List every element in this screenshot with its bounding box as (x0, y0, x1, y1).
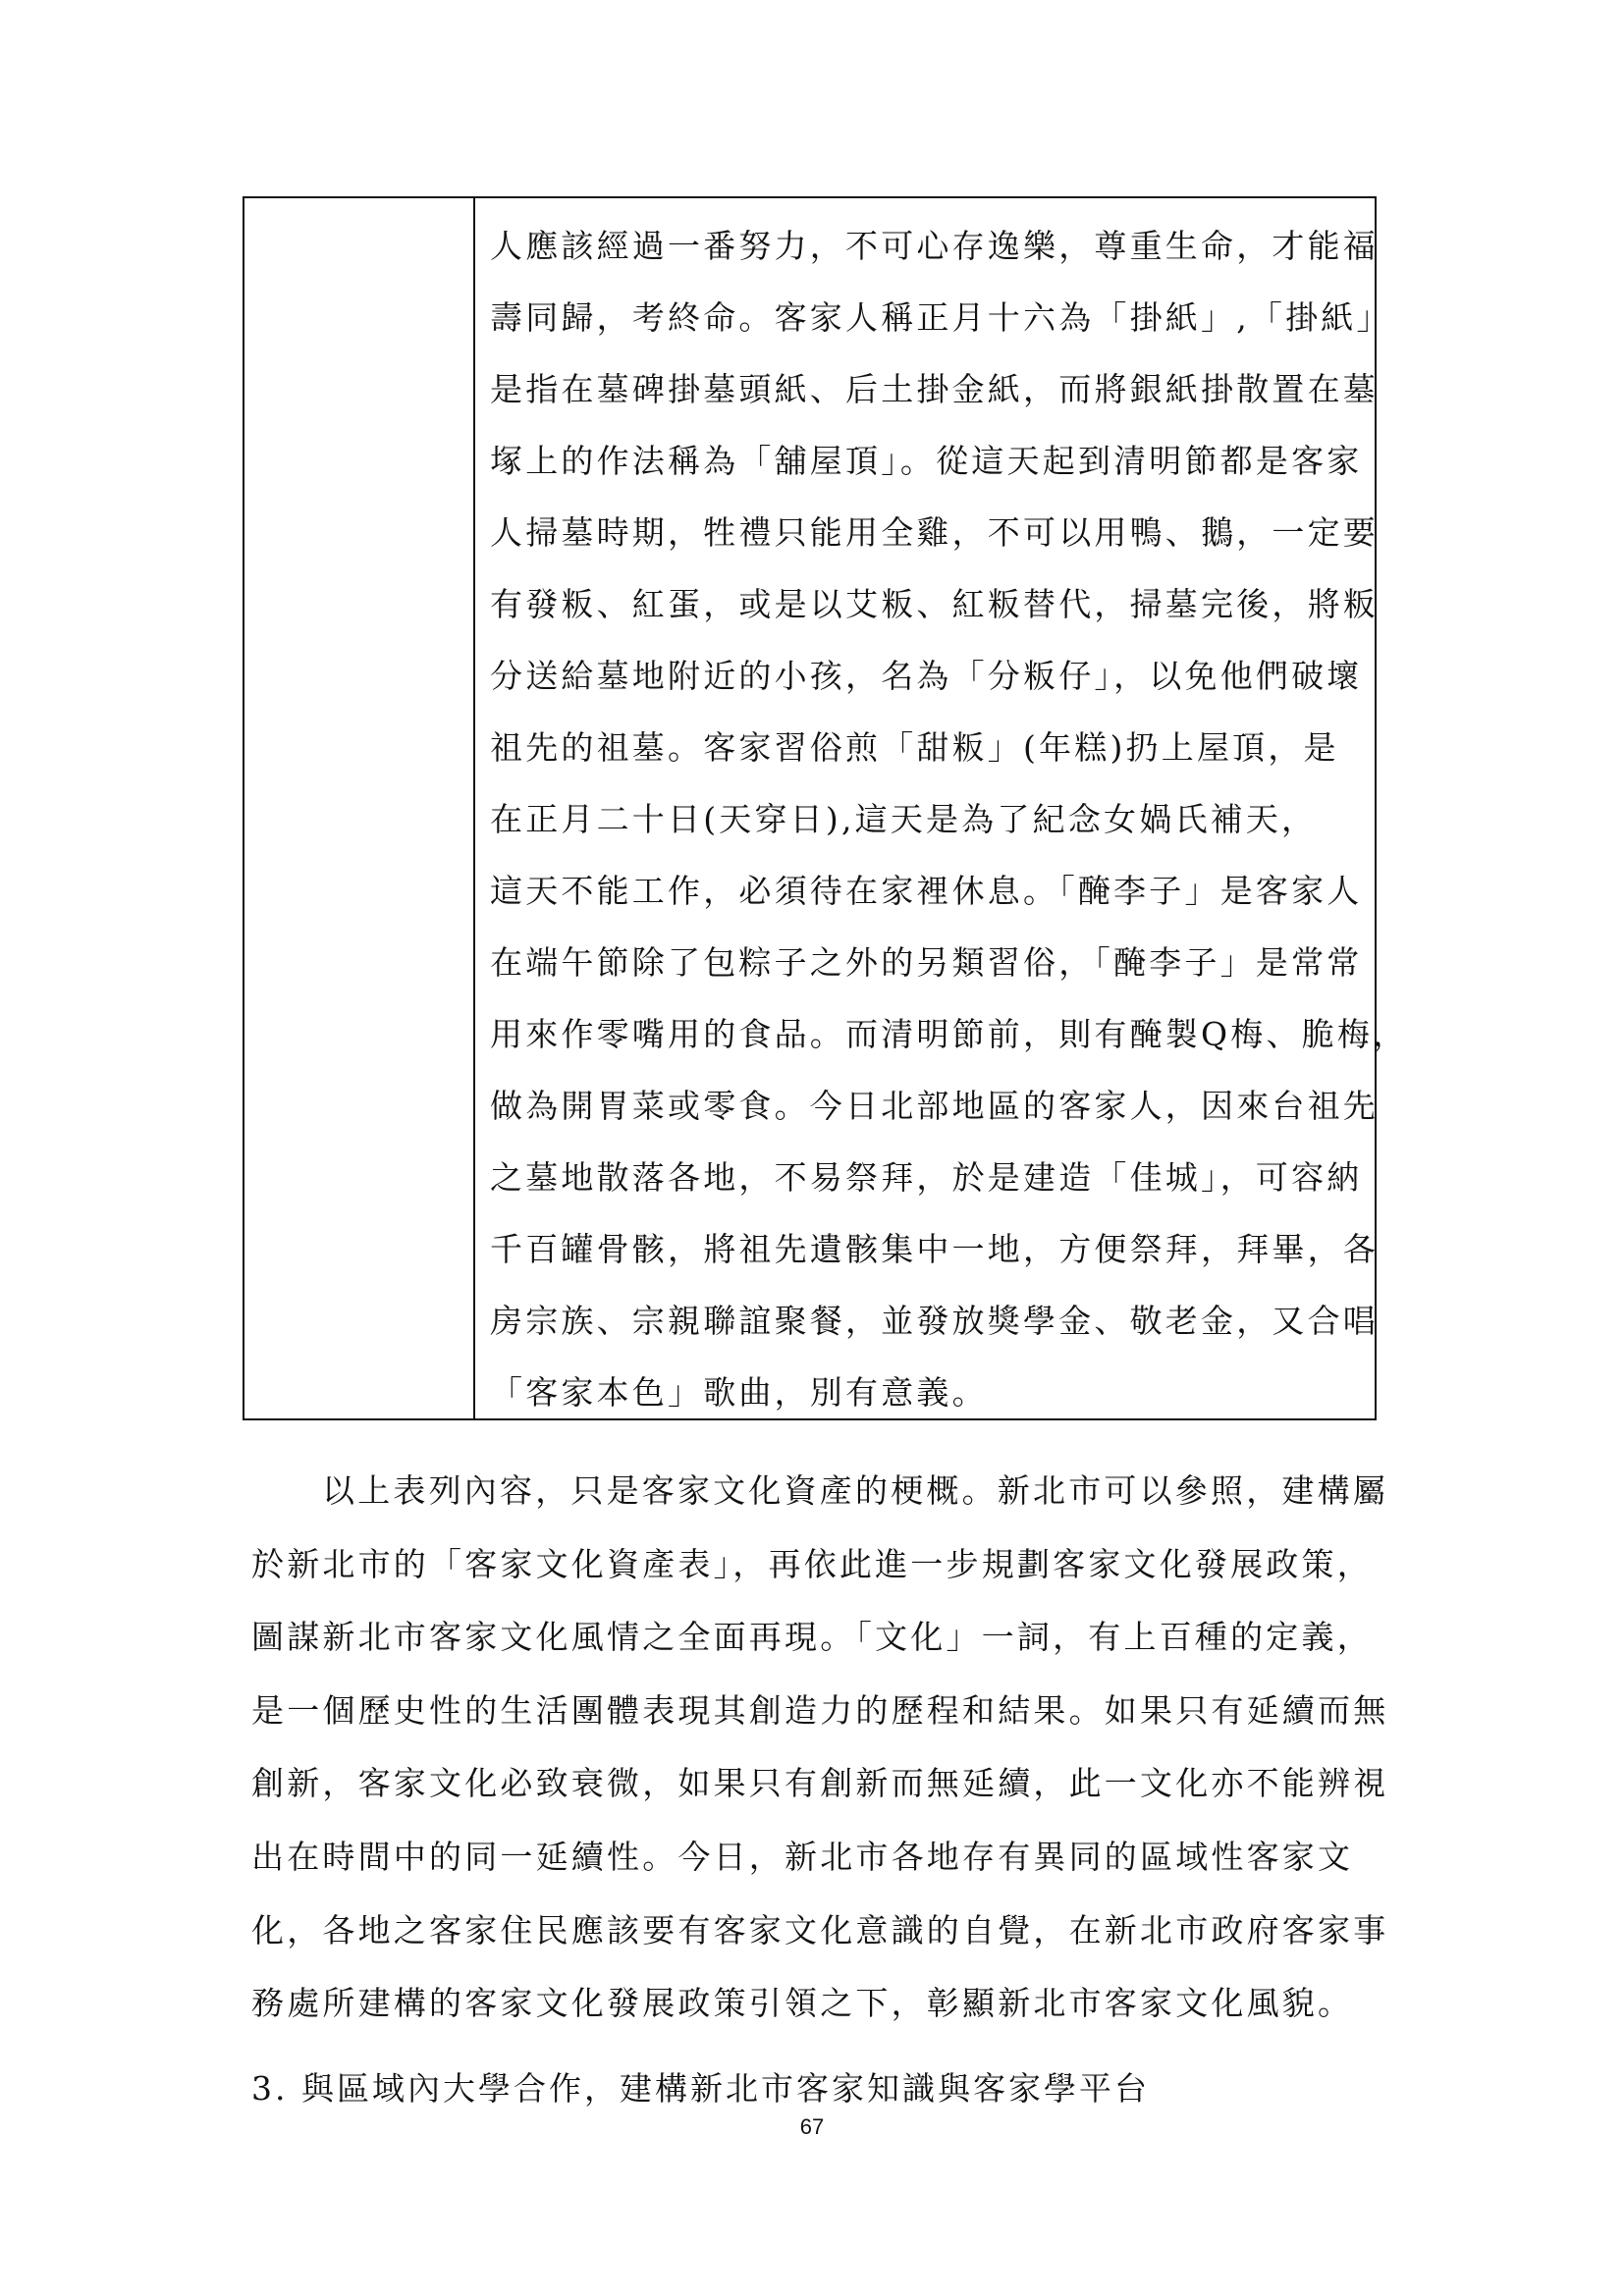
table-text-line: 房宗族、宗親聯誼聚餐，並發放獎學金、敬老金，又合唱 (490, 1302, 1379, 1340)
page-number: 67 (799, 2114, 825, 2139)
paragraph-line: 務處所建構的客家文化發展政策引領之下，彰顯新北市客家文化風貌。 (251, 1984, 1354, 2023)
table-text-line: 用來作零嘴用的食品。而清明節前，則有醃製Q梅、脆梅， (490, 1015, 1409, 1053)
table-text-line: 在端午節除了包粽子之外的另類習俗，「醃李子」是常常 (490, 943, 1363, 982)
paragraph-line: 化，各地之客家住民應該要有客家文化意識的自覺，在新北市政府客家事 (251, 1910, 1389, 1949)
paragraph-line: 創新，客家文化必致衰微，如果只有創新而無延續，此一文化亦不能辨視 (251, 1764, 1389, 1803)
table-text-line: 「客家本色」歌曲，別有意義。 (490, 1373, 988, 1412)
table-text-line: 這天不能工作，必須待在家裡休息。「醃李子」是客家人 (490, 872, 1363, 910)
section-heading: 3. 與區域內大學合作，建構新北市客家知識與客家學平台 (251, 2069, 1150, 2108)
table-text-line: 分送給墓地附近的小孩，名為「分粄仔」，以免他們破壞 (490, 657, 1363, 695)
paragraph-line: 出在時間中的同一延續性。今日，新北市各地存有異同的區域性客家文 (251, 1837, 1354, 1876)
table-text-line: 壽同歸，考終命。客家人稱正月十六為「掛紙」,「掛紙」 (490, 298, 1392, 337)
table-text-line: 人應該經過一番努力，不可心存逸樂，尊重生命，才能福 (490, 227, 1379, 265)
paragraph-line: 以上表列內容，只是客家文化資產的梗概。新北市可以參照，建構屬 (322, 1471, 1388, 1510)
table-text-line: 千百罐骨骸，將祖先遺骸集中一地，方便祭拜，拜畢，各 (490, 1230, 1379, 1268)
table-text-line: 在正月二十日(天穿日),這天是為了紀念女媧氏補天， (490, 800, 1318, 838)
body-paragraph (251, 1462, 1390, 2048)
table-text-line: 人掃墓時期，牲禮只能用全雞，不可以用鴨、鵝，一定要 (490, 513, 1379, 552)
paragraph-line: 於新北市的「客家文化資產表」，再依此進一步規劃客家文化發展政策， (251, 1544, 1373, 1583)
table-text-line: 做為開胃菜或零食。今日北部地區的客家人，因來台祖先 (490, 1087, 1379, 1125)
table-text-line: 有發粄、紅蛋，或是以艾粄、紅粄替代，掃墓完後，將粄 (490, 585, 1379, 623)
paragraph-line: 圖謀新北市客家文化風情之全面再現。「文化」一詞，有上百種的定義， (251, 1618, 1373, 1657)
table-text-line: 祖先的祖墓。客家習俗煎「甜粄」(年糕)扔上屋頂，是 (490, 728, 1339, 767)
table-right-cell (490, 217, 1409, 1435)
table-text-line: 之墓地散落各地，不易祭拜，於是建造「佳城」，可容納 (490, 1158, 1363, 1197)
table-text-line: 是指在墓碑掛墓頭紙、后土掛金紙，而將銀紙掛散置在墓 (490, 370, 1379, 408)
paragraph-line: 是一個歷史性的生活團體表現其創造力的歷程和結果。如果只有延續而無 (251, 1690, 1389, 1730)
table-left-cell (244, 198, 475, 1418)
table-text-line: 塚上的作法稱為「舖屋頂」。從這天起到清明節都是客家 (490, 442, 1363, 480)
content-table (243, 196, 1409, 1420)
